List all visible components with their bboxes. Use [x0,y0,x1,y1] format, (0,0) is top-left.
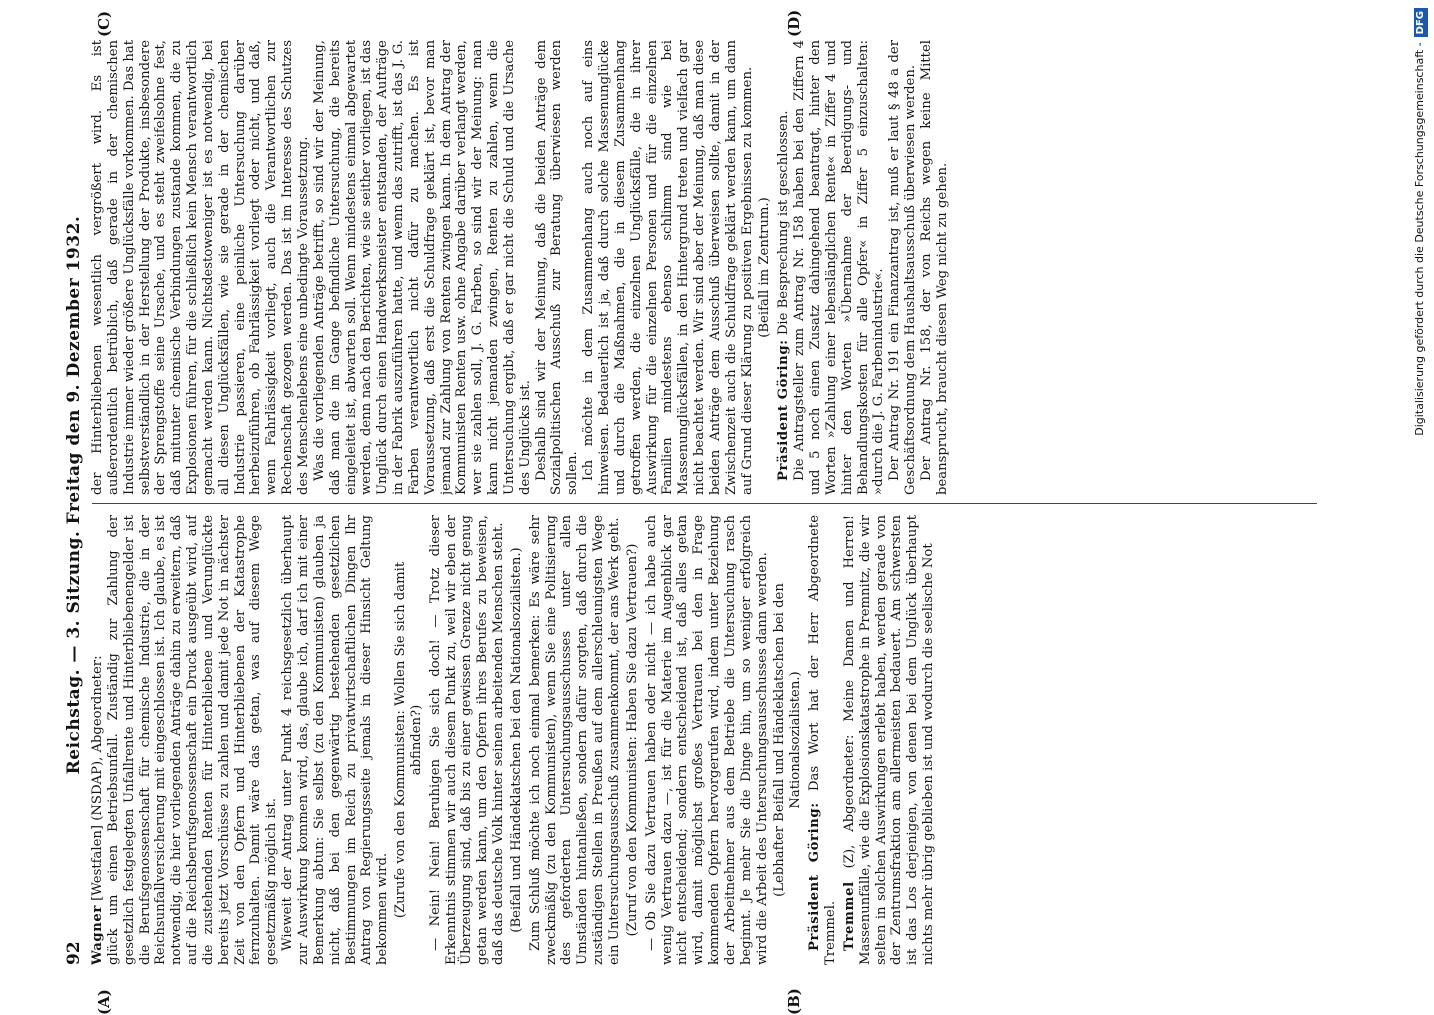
paragraph [90,515,106,965]
dfg-logo: DFG [1414,8,1428,37]
paragraph: der Hinterbliebenen wesentlich vergrößert wird. Es ist außerordentlich betrüblich, daß gerade in der chemischen Industrie immer wieder größere Unglücksfälle vorkommen. Das hat selbstverständlich in der Herstellung der Produkte, insbesondere der Sprengstoffe seine Ursache, und es steht zweifelsohne fest, daß mitunter chemische Verbindungen zustande kommen, die zu Explosionen führen, für die schließlich kein Mensch verantwortlich gemacht werden kann. Nichtsdestoweniger ist es notwendig, bei all diesen Unglücksfällen, wie sie gerade in der chemischen Industrie passieren, eine peinliche Untersuchung darüber herbeizuführen, ob Fahrlässigkeit vorliegt oder nicht, und daß, wenn Fahrlässigkeit vorliegt, auch die Verantwortlichen zur Rechenschaft gezogen werden. Das ist im Interesse des Schutzes des Menschenlebens eine unbedingte Voraussetzung. [90,40,311,495]
speaker-name: Wagner [90,905,105,965]
credit-line [1409,8,1431,993]
paragraph: Zum Schluß möchte ich noch einmal bemerken: Es wäre sehr zweckmäßig (zu den Kommunisten), wenn Sie eine Politisierung des geforderten Untersuchungsausschusses unter allen Umständen hintanließen, sondern dafür sorgten, daß durch die zuständigen Stellen in Preußen auf dem allerschleunigsten Wege ein Untersuchungsausschuß zusammenkommt, der ans Werk geht. [527,515,622,965]
margin-marker-a: (A) [95,989,113,1015]
paragraph: Tremmel (Z), Abgeordneter: Meine Damen und Herren! Massenunfälle, wie die Explosionskatastrophe in Premnitz, die wir selten in solchen Auswirkungen erlebt haben, werden gerade von der Zentrumsfraktion am allermeisten bedauert. Am schwersten ist das Los derjenigen, von denen bei dem Unglück überhaupt nichts mehr übrig geblieben ist und wodurch die seelische Not [841,515,937,965]
applause-note: (Beifall und Händeklatschen bei den Nationalsozialisten.) [508,547,524,933]
page-number: 92 [64,941,84,965]
column-divider [92,503,1317,504]
paragraph: Ich möchte in dem Zusammenhang auch noch auf eins hinweisen. Bedauerlich ist ja, daß durch solche Massenunglücke und durch die Maßnahmen, die in diesem Zusammenhang getroffen werden, die einzelnen Unglücksfälle, die in ihrer Auswirkung für die einzelnen Personen und für die einzelnen Familien mindestens ebenso schlimm sind wie bei Massenunglücksfällen, in den Hintergrund treten und vielfach gar nicht beachtet werden. Wir sind aber der Meinung, daß man diese beiden Anträge dem Ausschuß überweisen sollte, damit in der Zwischenzeit auch die Schuldfrage geklärt werden kann, um dann auf Grund dieser Klärung zu positiven Ergebnissen zu kommen. [581,40,755,495]
rotated-newspaper-page [60,9,1400,1015]
page-header [60,25,90,965]
paragraph: glück um einen Betriebsunfall. Zuständig zur Zahlung der gesetzlich festgelegten Unfallrente und Hinterbliebenengelder ist die Berufsgenossenschaft für chemische Industrie, die in der Reichsunfallversicherung mit eingeschlossen ist. Ich glaube, es ist notwendig, die hier vorliegenden Anträge dahin zu erweitern, daß auf die Reichsberufsgenossenschaft ein Druck ausgeübt wird, auf die zustehenden Renten für Hinterbliebene und Verunglückte bereits jetzt Vorschüsse zu zahlen und damit jede Not in nächster Zeit von den Opfern und Hinterbliebenen der Katastrophe fernzuhalten. Damit wäre das getan, was auf diesem Wege gesetzmäßig möglich ist. [105,515,280,965]
digitization-credit [1406,8,1428,993]
right-column [90,40,1320,495]
paragraph: Der Antrag Nr. 158, der von Reichs wegen keine Mittel beansprucht, braucht diesen Weg nicht zu gehen. [918,40,950,495]
page-title: Reichstag. — 3. Sitzung. Freitag den 9. Dezember 1932. [64,215,84,775]
paragraph: Präsident Göring: Die Besprechung ist geschlossen. [776,110,792,481]
interjection: (Zurufe von den Kommunisten: Wollen Sie sich damit abfinden?) [393,561,424,919]
paragraph: Der Antrag Nr. 191 ein Finanzantrag ist, muß er laut § 48 a der Geschäftsordnung dem Haushaltsausschuß überwiesen werden. [887,40,919,495]
paragraph: Präsident Göring: Das Wort hat der Herr Abgeordnete Tremmel. [807,515,838,965]
paragraph: Deshalb sind wir der Meinung, daß die beiden Anträge dem Sozialpolitischen Ausschuß zur Beratung überwiesen werden sollen. [533,40,581,495]
margin-marker-d: (D) [785,9,803,37]
applause-note: (Lebhafter Beifall und Händeklatschen bei den Nationalsozialisten.) [772,583,804,897]
margin-marker-b: (B) [785,988,803,1015]
paragraph: Wieweit der Antrag unter Punkt 4 reichsgesetzlich überhaupt zur Auswirkung kommen wird, das, glaube ich, darf ich mit einer Bemerkung abtun: Sie selbst (zu den Kommunisten) glauben ja nicht, daß bei den gegenwärtig bestehenden gesetzlichen Bestimmungen im Reich zu privatwirtschaftlichen Dingen Ihr Antrag von Regierungsseite jemals in dieser Hinsicht Geltung bekommen wird. [280,515,391,965]
paragraph: Was die vorliegenden Anträge betrifft, so sind wir der Meinung, daß man die im Gange befindliche Untersuchung, die bereits eingeleitet ist, abwarten soll. Wenn mindestens einmal abgewartet werden, denn nach den Berichten, wie sie seither vorliegen, ist das Unglück durch einen Handwerksmeister entstanden, der Aufträge in der Fabrik auszuführen hatte, und wenn das zutrifft, ist das J. G. Farben verantwortlich nicht dafür zu machen. Es ist Voraussetzung, daß erst die Schuldfrage geklärt ist, bevor man jemand zur Zahlung von Renten zwingen kann. In dem Antrag der Kommunisten Renten usw. ohne Angabe darüber verlangt werden, wer sie zahlen soll, J. G. Farben, so sind wir der Meinung: man kann nicht jemanden zwingen, Renten zu zahlen, wenn die Untersuchung ergibt, daß er gar nicht die Schuld und die Ursache des Unglücks ist. [311,40,533,495]
interjection: (Zuruf von den Kommunisten: Haben Sie dazu Vertrauen?) [624,543,640,937]
speaker-name: Tremmel [841,881,857,951]
left-column [90,515,1320,965]
paragraph: Die Antragsteller zum Antrag Nr. 158 haben bei den Ziffern 4 und 5 noch einen Zusatz dahingehend beantragt, hinter den Worten »Zahlung einer lebenslänglichen Rente« in Ziffer 4 und hinter den Worten »Übernahme der Beerdigungs- und Behandlungskosten für alle Opfer« in Ziffer 5 einzuschalten: »durch die J. G. Farbenindustrie«. [792,40,887,495]
credit-text: Digitalisierung gefördert durch die Deutsche Forschungsgemeinschaft - [1413,42,1426,436]
paragraph: — Ob Sie dazu Vertrauen haben oder nicht — ich habe auch wenig Vertrauen dazu —, ist für die Materie im Augenblick gar nicht entscheidend; sondern entscheidend ist, daß alles getan wird, damit möglichst großes Vertrauen bei den in Frage kommenden Opfern hervorgerufen wird, indem unter Beziehung der Arbeitnehmer aus dem Betriebe die Untersuchung rasch beginnt. Je mehr Sie die Dinge hin, um so weniger erfolgreich wird die Arbeit des Untersuchungsausschusses dann werden. [643,515,770,965]
speaker-name: Präsident Göring: [807,802,823,951]
speaker-name: Präsident Göring: [776,339,792,481]
paragraph: — Nein! Nein! Beruhigen Sie sich doch! — Trotz dieser Erkenntnis stimmen wir auch diesem Punkt zu, weil wir eben der Überzeugung sind, daß bis zu einer gewissen Grenze nicht genug getan werden kann, um den Opfern ihres Berufes zu beweisen, daß das deutsche Volk hinter seinen arbeitenden Menschen steht. [427,515,507,965]
speaker-role: [Westfalen] (NSDAP), Abgeordneter: [90,655,105,906]
applause-note: (Beifall im Zentrum.) [757,197,773,338]
margin-marker-c: (C) [95,10,113,37]
